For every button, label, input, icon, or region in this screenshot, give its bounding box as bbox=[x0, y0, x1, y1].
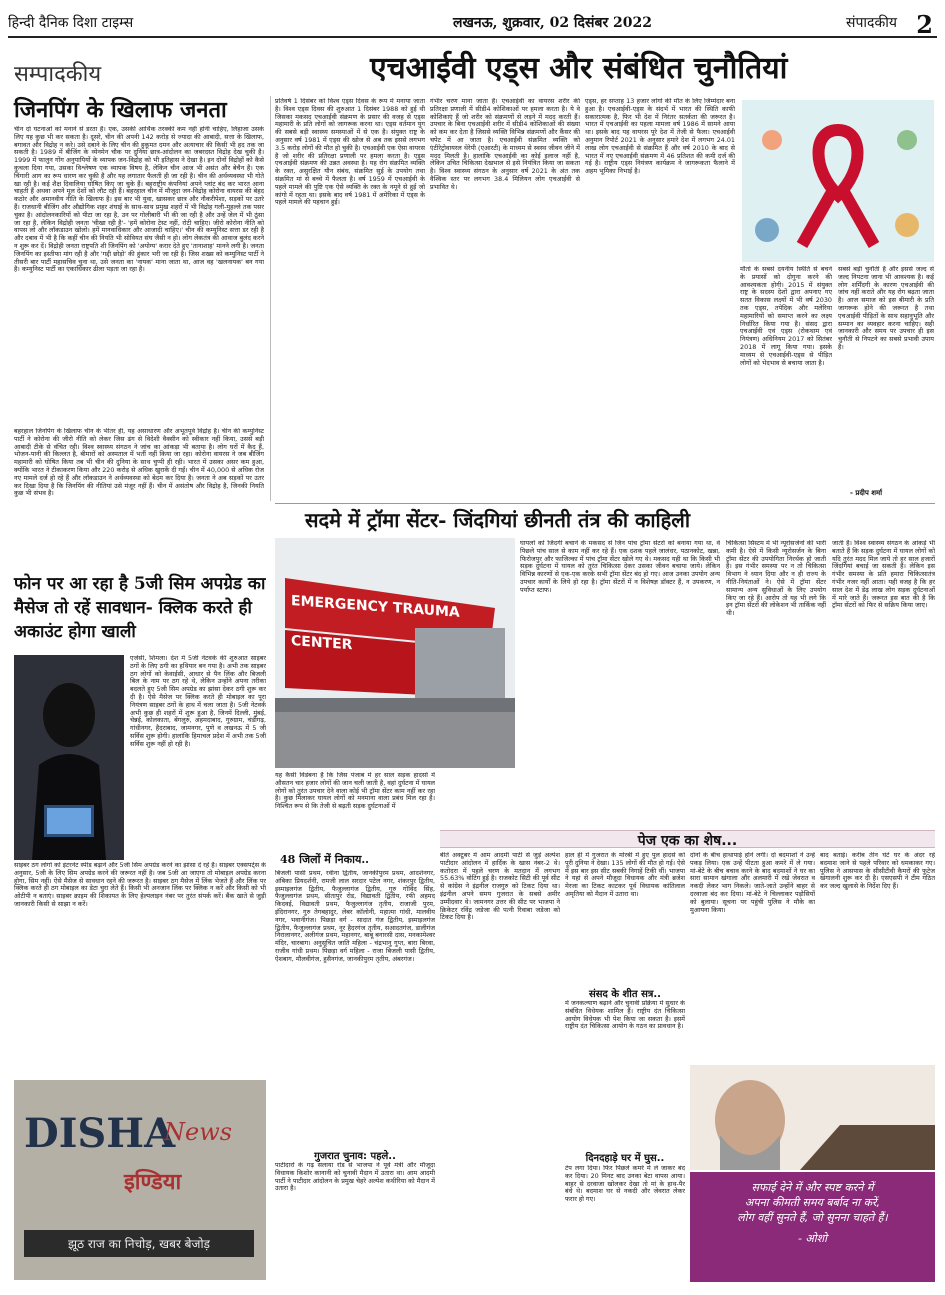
article3-body-3: एड्स, हर सप्ताह 13 हजार लोगों की मौत के लिए जिम्मेदार बना हुआ है। एचआईवी-एड्स के संदर्भ में भारत की स्थिति काफी सकारात्मक है, फिर भी देश में निरंतर सतर्कता की जरूरत है। भारत में एचआईवी का पहला मामला वर्ष 1986 में सामने आया था। इसके बाद यह वायरस पूरे देश में तेजी से फैला। एचआईवी अनुमान रिपोर्ट 2021 के अनुसार हमारे देश में लगभग 24.01 लाख लोग एचआईवी से संक्रमित हैं और वर्ष 2010 के बाद से भारत में नए एचआईवी संक्रमण में 46 प्रतिशत की कमी दर्ज की गई है। राष्ट्रीय एड्स नियंत्रण कार्यक्रम ने जागरूकता फैलाने में अहम भूमिका निभाई है। bbox=[585, 98, 735, 176]
ad-brand: DISHA bbox=[24, 1110, 176, 1157]
aids-ribbon-image bbox=[742, 100, 934, 262]
quote-author: - ओशो bbox=[797, 1232, 828, 1245]
paper-name: हिन्दी दैनिक दिशा टाइम्स bbox=[8, 14, 134, 31]
column-rule bbox=[270, 96, 271, 501]
article3-body: प्रतिवर्ष 1 दिसंबर को विश्व एड्स दिवस के रूप में मनाया जाता है। विश्व एड्स दिवस की शुरुआत 1 दिसंबर 1988 को हुई थी जिसका मकसद एचआईवी संक्रमण के प्रसार की वजह से एड्स महामारी के प्रति लोगों को जागरूक करना था। एड्स वर्तमान युग की सबसे बड़ी स्वास्थ्य समस्याओं में से एक है। संयुक्त राष्ट्र के अनुसार वर्ष 1981 में एड्स की खोज से अब तक इससे लगभग 3.5 करोड़ लोगों की मौत हो चुकी है। एचआईवी एक ऐसा वायरस है जो शरीर की प्रतिरक्षा प्रणाली पर हमला करता है। एड्स एचआईवी संक्रमण की उन्नत अवस्था है। यह रोग संक्रमित व्यक्ति के रक्त, असुरक्षित यौन संबंध, संक्रमित सुई के उपयोग तथा संक्रमित मां से बच्चे में फैलता है। वर्ष 1959 में एचआईवी के पहले मामले की पुष्टि एक ऐसे व्यक्ति के रक्त के नमूने से हुई जो कांगो में रहता था। इसके बाद वर्ष 1981 में अमेरिका में एड्स के पहले मामले की पहचान हुई। bbox=[275, 98, 425, 207]
article6-body: बीते अक्टूबर में आम आदमी पार्टी से जुड़े अल्पेश पाटीदार आंदोलन में हार्दिक के खास नंबर-2 थे। कतोदरा में पहले चरण के मतदान में लगभग 55.63% वोटिंग हुई है। राजकोट सिटी की पूर्व सीट से कांग्रेस ने इंद्रनील राजगुरु को टिकट दिया था। इंद्रनील अपने समय गुजरात के सबसे अमीर उम्मीदवार थे। जामनगर उत्तर की सीट पर भाजपा ने क्रिकेटर रविंद्र जडेजा की पत्नी रिवाबा जडेजा को टिकट दिया है। bbox=[440, 852, 560, 922]
article5-body-2: पाटीदारों के गढ़ सलाया रोड से भाजपा ने पूर्व मंत्री और मौजूदा विधायक किशोर कानानी को चुनावी मैदान में उतारा था। आम आदमी पार्टी ने पाटीदार आंदोलन के प्रमुख चेहरे अल्पेश कथीरिया को मैदान में उतारा है। bbox=[275, 1162, 435, 1193]
section-label: संपादकीय bbox=[846, 14, 897, 31]
article3-body-5: सबसे बड़ी चुनौती है और इससे जल्द से जल्द निपटना जाना भी आवश्यक है। कई लोग शर्मिंदगी के कारण एचआईवी की जांच नहीं कराते और यह रोग बढ़ता जाता है। आज समाज को इस बीमारी के प्रति जागरूक होने की जरूरत है तथा एचआईवी पीड़ितों के साथ सहानुभूति और सम्मान का व्यवहार करना चाहिए। सही जानकारी और समय पर उपचार ही इस चुनौती से निपटने का सबसे प्रभावी उपाय है। bbox=[838, 266, 934, 351]
article2-body: साइबर ठग लोगों को इंटरनेट स्पीड बढ़ाने और 5जी सिम अपग्रेड करने का झांसा दे रहे हैं। साइबर एक्सपर्ट्स के अनुसार, 5जी के लिए सिम अपग्रेड करने की जरूरत नहीं है। जब 5जी आ जाएगा तो मोबाइल अपग्रेड करना होगा, सिम नहीं। ऐसे मैसेज से सावधान रहने की जरूरत है। साइबर ठग मैसेज में लिंक भेजते हैं और लिंक पर क्लिक करते ही ठग मोबाइल का डेटा चुरा लेते हैं। किसी भी अनजान लिंक पर क्लिक न करें और किसी को भी ओटीपी न बताएं। साइबर क्राइम की शिकायत के लिए हेल्पलाइन नंबर पर तुरंत संपर्क करें। बैंक खाते से जुड़ी जानकारी किसी से साझा न करें। bbox=[14, 862, 266, 908]
article4-headline: सदमे में ट्रॉमा सेंटर- जिंदगियां छीनती तंत्र की काहिली bbox=[305, 508, 691, 532]
article4-body-3: चिकित्सा सिस्टम में भी न्यूरोसर्जनों की भारी कमी है। ऐसे में किसी न्यूरोसर्जन के बिना ट्रॉमा सेंटर की उपयोगिता निरर्थक हो जाती है। इस गंभीर समस्या पर न तो चिकित्सा विभाग ने ध्यान दिया और न ही राज्य के नीति-नियंताओं ने। ऐसे में ट्रॉमा सेंटर सामान्य अन्य सुविधाओं के लिए उपयोग किए जा रहे हैं। आरोप तो यह भी लगे कि इन ट्रॉमा सेंटरों की लोकेशन भी तार्किक नहीं थी। bbox=[726, 540, 826, 618]
article3-headline: एचआईवी एड्स और संबंधित चुनौतियां bbox=[370, 51, 788, 86]
continued-band: पेज एक का शेष... bbox=[440, 830, 935, 848]
article4-body: यह कैसी विडंबना है कि जिस पंजाब में हर साल सड़क हादसों में औसतन चार हजार लोगों की जान चली जाती है, वहां दुर्घटना में घायल लोगों को तुरंत उपचार देने वाला कोई भी ट्रॉमा सेंटर काम नहीं कर रहा है। कुछ मिलाकर घायल लोगों को मनमाना वाला प्रबंध मिल रहा है। निश्चित रूप से कि तेजी से बढ़ती सड़क दुर्घटनाओं में bbox=[275, 772, 435, 811]
quote-box bbox=[690, 1172, 935, 1282]
article6-body-2: हाल ही में गुजरात के मोरबी में हुए पुल हादसे को पूरी दुनिया ने देखा। 135 लोगों की मौत हो गई। ऐसे में इस बार इस सीट सबकी निगाहें टिकी थीं। भाजपा ने यहां से अपने मौजूदा विधायक और मंत्री ब्रजेश मेरजा का टिकट काटकर पूर्व विधायक कांतिलाल अमृतिया को मैदान में उतारा था। bbox=[565, 852, 685, 898]
article1-body-cont: बहरहाल जिनपिंग के खिलाफ चीन के भीतर ही, यह असाधारण और अभूतपूर्व विद्रोह है। चीन की कम्युनिस्ट पार्टी ने कोरोना की जीरो नीति को लेकर जिस ढंग से विदेशी वैक्सीन को स्वीकार नहीं किया, उससे बड़ी आबादी टीके से वंचित रही। विश्व स्वास्थ्य संगठन ने जांच का आंकड़ा भी बताया है। लोग घरों में कैद हैं, भोजन-पानी की किल्लत है, बीमारों को अस्पताल में भर्ती नहीं किया जा रहा। कोरोना वायरस ने जब बीजिंग महामारी को घोषित किया तब भी चीन की दुनिया के साथ चुप्पी ही रही। भारत में उसका असर कम हुआ, क्योंकि भारत ने टीकाकरण किया और 220 करोड़ से अधिक खुराकें दी गईं। चीन में 40,000 से अधिक रोज नए मामले दर्ज हो रहे हैं और लॉकडाउन ने अर्थव्यवस्था को बेदम कर दिया है। जनता ने अब सड़कों पर उतर कर दिखा दिया है कि जिनपिंग की नीतियां उसे मंजूर नहीं हैं। चीन में असंतोष और विद्रोह है, जिनकी नियति कुछ भी संभव है। bbox=[14, 428, 264, 498]
osho-image bbox=[690, 1065, 935, 1170]
hacker-image bbox=[14, 655, 124, 860]
article1-body: चीन दो घटनाओं को मनाने से डरता है। एक, उसकी आर्थिक तरक्की कम नहीं होनी चाहिए, लिहाजा उसके लिए यह कुछ भी कर सकता है। दूसरे, चीन की अपनी 142 करोड़ से ज्यादा की आबादी, सत्ता के खिलाफ, बगावत और विद्रोह न करे। उसे दबाने के लिए चीन की हुकूमत दमन और अत्याचार की किसी भी हद तक जा सकती है। 1989 में बीजिंग के थ्येनमेन चौक पर दुनिया छात्र-आंदोलन का जबरदस्त विद्रोह देख चुकी है। 1999 में फालुन गोंग अनुयायियों के व्यापक जन-विद्रोह को भी इतिहास ने देखा है। इन दोनों विद्रोहों को कैसे कुचला दिया गया, उसका विश्लेषण एक व्यापक विषय है, लेकिन चीन आज भी असंत और बेचैन है। एक चिंगारी आग का रूप धारण कर चुकी है और यह लगातार फैलती ही जा रही है। चीन की अर्थव्यवस्था भी गोते खा रही है। कई शैक्ष दिवालिया घोषित किए जा चुके हैं। बहराष्ट्रीय कंपनियां अपने प्लांट बंद कर भारत आना चाहती हैं अथवा अपने मूल देशों को लौट रही हैं। बहरहाल चीन में मौजूदा जन-विद्रोह कोरोना वायरस की बेहद कठोर और अमानवीय नीति के खिलाफ है। इस बार भी युवा, खासकर छात्र और नौकरीपेशा, सड़कों पर उतरे हैं। राजधानी बीजिंग और औद्योगिक शहर शंघाई के साथ-साथ प्रमुख शहरों में भी विद्रोह गली-मुहल्ले तक पसर चुका है। आंदोलनकारियों को पीटा जा रहा है, उन पर गोलीबारी भी की जा रही है और उन्हें जेल में भी ठूंसा जा रहा है, लेकिन विद्रोही जनता 'चीखा रही है'- 'हमें कोरोना टेस्ट नहीं, रोटी चाहिए। जीरो कोरोना नीति को वापस लो और लॉकडाउन खोलो। हमें मानवाधिकार और आजादी चाहिए।' चीन की कम्युनिस्ट सत्ता डर रही है और दबाव में भी है कि कहीं चीन की नियति भी सोवियत संघ जैसी न हो। लोग लेकतंत्र की आवाज बुलंद करने न शुरू कर दें। विद्रोही जनता राष्ट्रपति शी जिनपिंग को 'अयोग्य' करार देते हुए 'तानाशाह' मानने लगी है। जनता जिनपिंग का इस्तीफा मांग रही है और 'गद्दी छोड़ो' की हुंकार भरी जा रही है। जिस शख्स को कम्युनिस्ट पार्टी ने तीसरी बार पार्टी महासचिव चुना था, उसे जनता का 'नायक' माना जाता था, आज वह 'खलनायक' बन गया है। कम्युनिस्ट पार्टी का एकाधिकार ढीला पड़ता जा रहा है। bbox=[14, 126, 264, 274]
quote-line-2: अपना कीमती समय बर्बाद ना करें, bbox=[744, 1196, 881, 1209]
page-number: 2 bbox=[916, 10, 933, 39]
article4-body-4: जाती है। विश्व स्वास्थ्य संगठन के आंकड़े भी बताते हैं कि सड़क दुर्घटना में घायल लोगों को यदि तुरंत मदद मिल जाये तो हर साल हजारों जिंदगियां बचाई जा सकती हैं। लेकिन इस गंभीर समस्या के प्रति हमारा चिकित्सातंत्र गंभीर नजर नहीं आता। यही वजह है कि हर साल देश में डेढ़ लाख लोग सड़क दुर्घटनाओं में मारे जाते हैं। जरूरत इस बात की है कि ट्रॉमा सेंटरों को फिर से सक्रिय किया जाए। bbox=[832, 540, 935, 610]
article5-headline: 48 जिलों में निकाय.. bbox=[280, 853, 369, 866]
trauma-center-image bbox=[275, 538, 515, 768]
article3-author: - प्रदीप शर्मा bbox=[850, 489, 883, 497]
article1-headline: जिनपिंग के खिलाफ जनता bbox=[14, 97, 227, 123]
section-title: सम्पादकीय bbox=[14, 62, 102, 87]
article7-body: दोनों के बीच हाथापाई होने लगी। दो बदमाशों ने उन्हें पकड़ लिया। एक उन्हें पीटता हुआ कमरे में ले गया। मां-बेटे के बीच बचाव करने के बाद बदमाशों ने घर का सारा सामान खंगाला और अलमारी में रखे जेवरात व नकदी लेकर भाग निकले। जाते-जाते उन्होंने बाहर से दरवाजा बंद कर दिया। मां-बेटे ने चिल्लाकर पड़ोसियों को बुलाया। सूचना पर पहुंची पुलिस ने मौके का मुआयना किया। bbox=[690, 852, 815, 914]
ad-region: इण्डिया bbox=[124, 1170, 182, 1195]
quote-line-1: सफाई देने में और स्पष्ट करने में bbox=[751, 1181, 874, 1194]
dateline: लखनऊ, शुक्रवार, 02 दिसंबर 2022 bbox=[452, 14, 653, 31]
disha-news-ad bbox=[14, 1080, 266, 1280]
article2-body-side: एजेंसी, शिमला। देश में 5जी नेटवर्क की शुरुआत साइबर ठगों के लिए ठगी का हथियार बन गया है। अभी तक साइबर ठग लोगों को केवाईसी, आधार से पैन लिंक और बिजली बिल के नाम पर ठग रहे थे, लेकिन उन्होंने अपना तरीका बदलते हुए 5जी सिम अपग्रेड का झांसा देकर ठगी शुरू कर दी है। ऐसे मैसेज पर क्लिक करते ही मोबाइल का पूरा नियंत्रण साइबर ठगों के हाथ में चला जाता है। 5जी नेटवर्क अभी कुछ ही शहरों में शुरू हुआ है, जिनमें दिल्ली, मुंबई, चेन्नई, कोलकाता, बेंगलुरु, अहमदाबाद, गुरुग्राम, चंडीगढ़, गांधीनगर, हैदराबाद, जामनगर, पुणे व लखनऊ में 5 जी सर्विस शुरू होगी। हालांकि हिमाचल प्रदेश में अभी तक 5जी सर्विस शुरू नहीं हो रही है। bbox=[130, 655, 266, 748]
article4-body-2: घायलों को जिंदगी बचाने के मकसद से जिन पांच ट्रॉमा सेंटरों को बनाया गया था, वे पिछले पांच साल से काम नहीं कर रहे हैं। एक दशक पहले जालंधर, पठानकोट, खन्ना, फिरोजपुर और फाजिल्का में पांच ट्रॉमा सेंटर खोले गए थे। मकसद यही था कि किसी भी सड़क दुर्घटना में घायल को तुरंत चिकित्सा देकर उसका जीवन बचाया जाये। लेकिन विभिन्न कारणों से एक-एक करके सभी ट्रॉमा सेंटर बंद हो गए। आज उनका उपयोग अन्य उपचार कार्यों के लिये हो रहा है। ट्रॉमा सेंटरों में न विशेषज्ञ डॉक्टर हैं, न उपकरण, न पर्याप्त स्टाफ। bbox=[520, 540, 720, 594]
emergency-sign-text: EMERGENCY TRAUMA CENTER bbox=[291, 593, 460, 654]
article3-body-2: गंभीर चरण माना जाता है। एचआईवी का वायरस शरीर की प्रतिरक्षा प्रणाली में सीडी4 कोशिकाओं पर हमला करता है। ये वे कोशिकाएं हैं जो शरीर को संक्रमणों से लड़ने में मदद करती हैं। उपचार के बिना एचआईवी शरीर में सीडी4 कोशिकाओं की संख्या को कम कर देता है जिससे व्यक्ति विभिन्न संक्रमणों और कैंसर की चपेट में आ जाता है। एचआईवी संक्रमित व्यक्ति को एंटीरेट्रोवायरल थेरेपी (एआरटी) के माध्यम से स्वस्थ जीवन जीने में मदद मिलती है। हालांकि एचआईवी का कोई इलाज नहीं है, लेकिन उचित चिकित्सा देखभाल से इसे नियंत्रित किया जा सकता है। विश्व स्वास्थ्य संगठन के अनुसार वर्ष 2021 के अंत तक वैश्विक स्तर पर लगभग 38.4 मिलियन लोग एचआईवी से प्रभावित थे। bbox=[430, 98, 580, 191]
article6-subhead-2: दिनदहाड़े घर में घुस.. bbox=[585, 1153, 665, 1164]
article3-body-4: मौतों के सबसे दयनीय स्थिति से बचने के प्रयासों को दोगुना करने की आवश्यकता होगी। 2015 में संयुक्त राष्ट्र के सदस्य देशों द्वारा अपनाए गए सतत विकास लक्ष्यों में भी वर्ष 2030 तक एड्स, तपेदिक और मलेरिया महामारियों को समाप्त करने का लक्ष्य निर्धारित किया गया है। संसद द्वारा एचआईवी एवं एड्स (रोकथाम एवं नियंत्रण) अधिनियम 2017 को सितंबर 2018 में लागू किया गया। इसके माध्यम से एचआईवी-एड्स से पीड़ित लोगों को भेदभाव से बचाया जाता है। bbox=[740, 266, 832, 367]
ad-tagline: झूठ राज का निचोड़, खबर बेजोड़ bbox=[24, 1230, 254, 1257]
article6-body-3: में जनकल्याण बढ़ाने और चुनावी प्रक्रिया में सुधार के संबंधित विधेयक शामिल हैं। राष्ट्रीय दंत चिकित्सा आयोग विधेयक भी पेश किया जा सकता है। इसमें राष्ट्रीय दंत चिकित्सा आयोग के गठन का प्रावधान है। bbox=[565, 1000, 685, 1031]
article6-body-4: टेप लगा दिया। फिर पिछले कमरे में ले जाकर बंद कर दिया। 20 मिनट बाद उनका बेटा वापस आया। बाहर से दरवाजा खोलकर देखा तो मां के हाथ-पैर बंधे थे। बदमाश घर से नकदी और जेवरात लेकर फरार हो गए। bbox=[565, 1165, 685, 1204]
section-rule bbox=[275, 503, 935, 504]
article6-subhead: संसद के शीत सत्र.. bbox=[589, 989, 661, 1000]
ad-brand-news: News bbox=[164, 1118, 233, 1146]
masthead bbox=[8, 8, 937, 38]
article5-body: बिजली पासी प्रथम, रवीना द्वितीय, जानकीपुरम प्रथम, आदर्शनगर, अंबिका प्रियदर्शनी, रामजी लाल सरदार पटेल नगर, शंकरपुर द्वितीय, इस्माइलगंज द्वितीय, फैजुल्लागंज द्वितीय, गुरु गोविंद सिंह, फैजुल्लागंज प्रथम, सीतापुर रोड, विद्यावती द्वितीय, रफी अहमद किदवई, विद्यावती प्रथम, फैजुल्लागंज तृतीय, राजाजी पुरम, इंदिरानगर, गुरु तेगबहादुर, लेबर कॉलोनी, महात्मा गांधी, मालवीय नगर, भवानीगंज। पिछड़ा वर्ग - सादात गंज द्वितीय, इस्माइलगंज द्वितीय, फैजुल्लागंज प्रथम, नूर हैदरगंज तृतीय, सआदतगंज, डालीगंज निरालानगर, अलीगंज प्रथम, महानगर, बाबू बनारसी दास, मनकामेश्वर मंदिर, चारबाग। अनुसूचित जाति महिला - चंद्रभानु गुप्त, बारा बिरवा, राजीव गांधी प्रथम। पिछड़ा वर्ग महिला - राजा बिजली पासी द्वितीय, ऐशबाग, मौलवीगंज, हुसैनगंज, जानकीपुरम तृतीय, अंबरगंज। bbox=[275, 870, 435, 963]
article2-headline: फोन पर आ रहा है 5जी सिम अपग्रेड का मैसेज तो रहें सावधान- क्लिक करते ही अकाउंट होगा खाली bbox=[14, 574, 266, 642]
article5-subhead: गुजरात चुनाव: पहले.. bbox=[314, 1151, 396, 1162]
article7-body-2: बाद बताई। करीब तीन घंटे घर के अंदर रहे बदमाश जाने से पहले परिवार को धमकाकर गए। पुलिस ने आसपास के सीसीटीवी कैमरों की फुटेज खंगालनी शुरू कर दी है। एसएसपी ने टीम गठित कर जल्द खुलासे के निर्देश दिए हैं। bbox=[820, 852, 935, 891]
quote-line-3: लोग वहीं सुनते हैं, जो सुनना चाहते हैं। bbox=[737, 1211, 888, 1224]
